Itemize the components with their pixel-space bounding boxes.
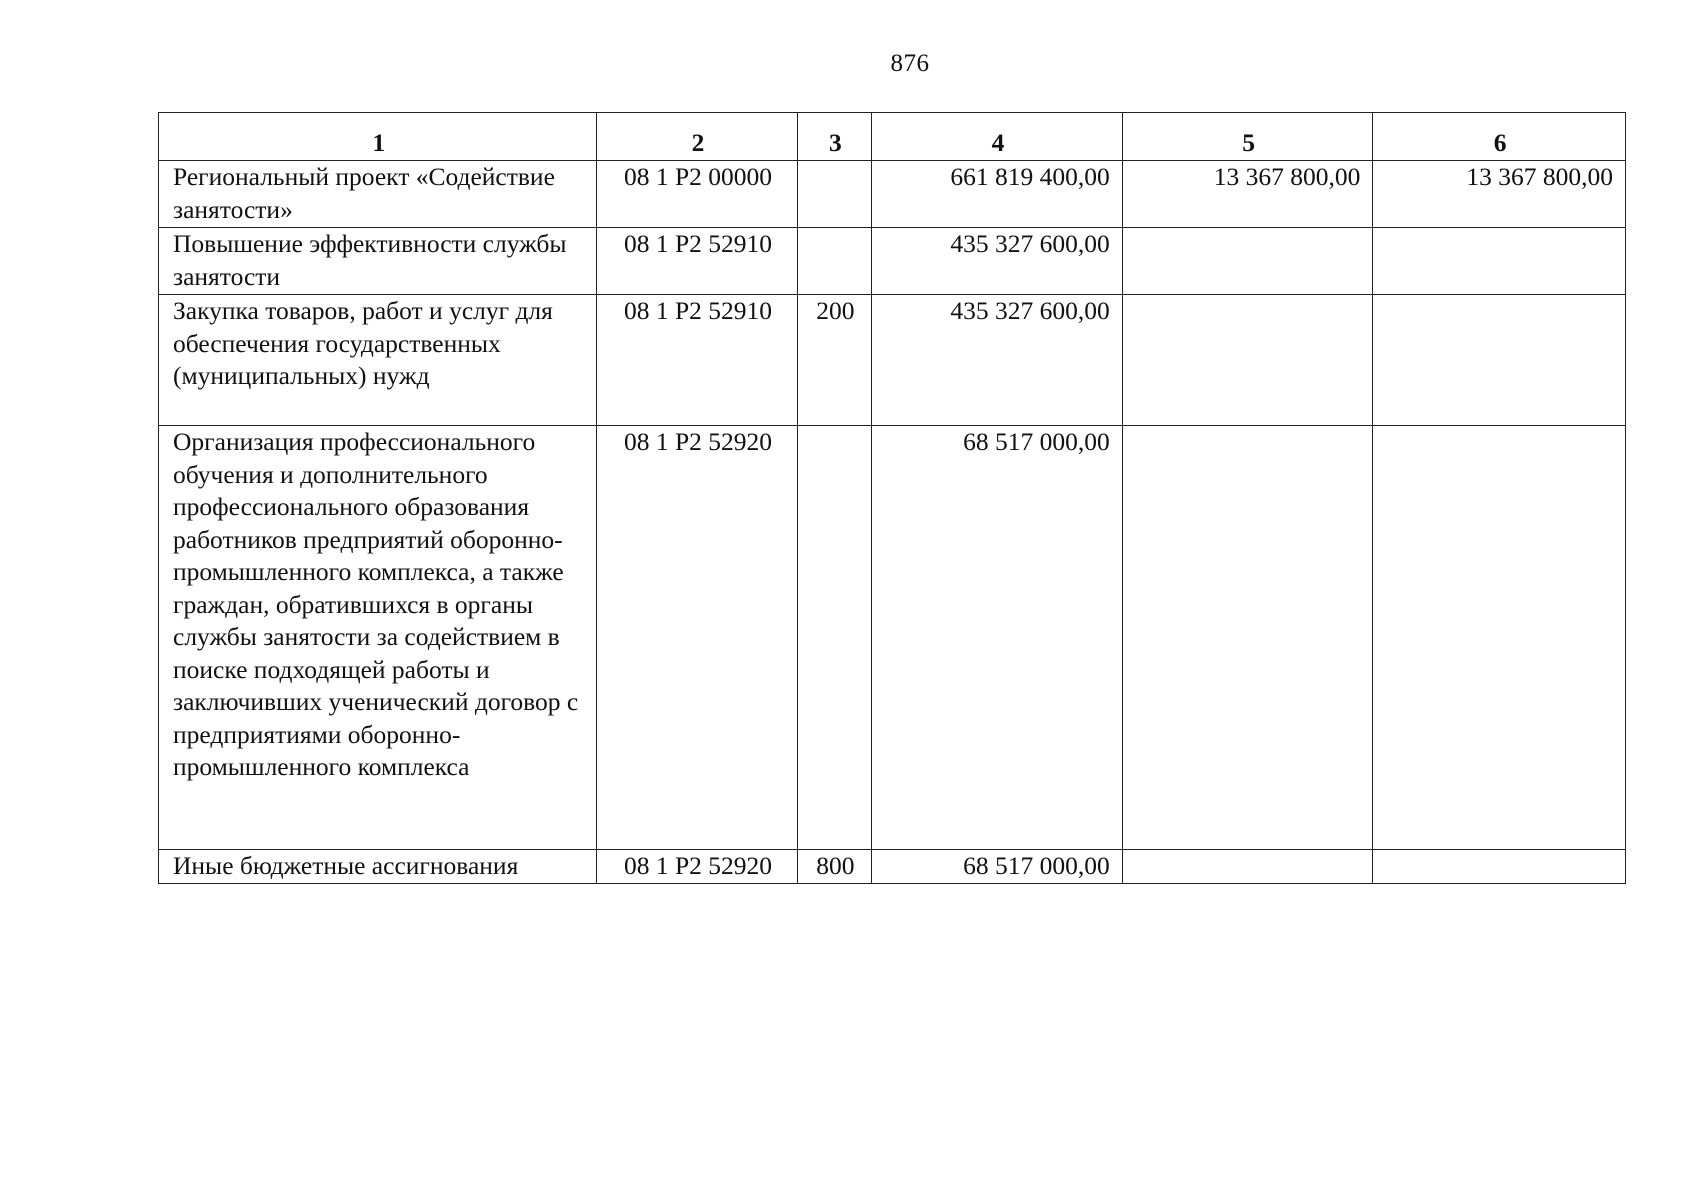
row-expense-type: 200: [797, 295, 872, 426]
row-amount-col5: [1122, 850, 1373, 884]
row-code: 08 1 P2 52910: [597, 295, 797, 426]
table-row: [159, 295, 1626, 426]
budget-table: [158, 112, 1626, 884]
header-col-1: 1: [159, 113, 597, 161]
row-code: 08 1 P2 52910: [597, 228, 797, 295]
row-name: Закупка товаров, работ и услуг для обеспечения государственных (муниципальных) нужд: [159, 295, 597, 426]
row-expense-type: [797, 426, 872, 850]
row-expense-type: 800: [797, 850, 872, 884]
row-amount-col5: [1122, 228, 1373, 295]
row-amount-col5: 13 367 800,00: [1122, 161, 1373, 228]
row-amount-col6: [1373, 295, 1626, 426]
row-amount-col4: 661 819 400,00: [872, 161, 1123, 228]
row-amount-col6: 13 367 800,00: [1373, 161, 1626, 228]
header-col-2: 2: [597, 113, 797, 161]
row-amount-col5: [1122, 426, 1373, 850]
row-name: Повышение эффективности службы занятости: [159, 228, 597, 295]
row-code: 08 1 P2 52920: [597, 426, 797, 850]
table-row: [159, 426, 1626, 850]
table-header-row: [159, 113, 1626, 161]
table-row: [159, 228, 1626, 295]
row-amount-col4: 68 517 000,00: [872, 850, 1123, 884]
header-col-5: 5: [1122, 113, 1373, 161]
table-row: [159, 850, 1626, 884]
row-amount-col4: 435 327 600,00: [872, 228, 1123, 295]
header-col-3: 3: [797, 113, 872, 161]
page-number: 876: [890, 50, 930, 77]
header-col-4: 4: [872, 113, 1123, 161]
row-name: Иные бюджетные ассигнования: [159, 850, 597, 884]
row-code: 08 1 P2 52920: [597, 850, 797, 884]
row-expense-type: [797, 228, 872, 295]
row-amount-col6: [1373, 850, 1626, 884]
table-row: [159, 161, 1626, 228]
row-name: Региональный проект «Содействие занятости»: [159, 161, 597, 228]
row-code: 08 1 P2 00000: [597, 161, 797, 228]
row-amount-col4: 435 327 600,00: [872, 295, 1123, 426]
header-col-6: 6: [1373, 113, 1626, 161]
row-amount-col6: [1373, 228, 1626, 295]
row-expense-type: [797, 161, 872, 228]
row-name: Организация профессионального обучения и дополнительного профессионального образования работников предприятий оборонно-промышленного комплекса, а также граждан, обратившихся в органы службы занятости за содействием в поиске подходящей работы и заключивших ученический договор с предприятиями оборонно-промышленного комплекса: [159, 426, 597, 850]
row-amount-col4: 68 517 000,00: [872, 426, 1123, 850]
row-amount-col6: [1373, 426, 1626, 850]
row-amount-col5: [1122, 295, 1373, 426]
